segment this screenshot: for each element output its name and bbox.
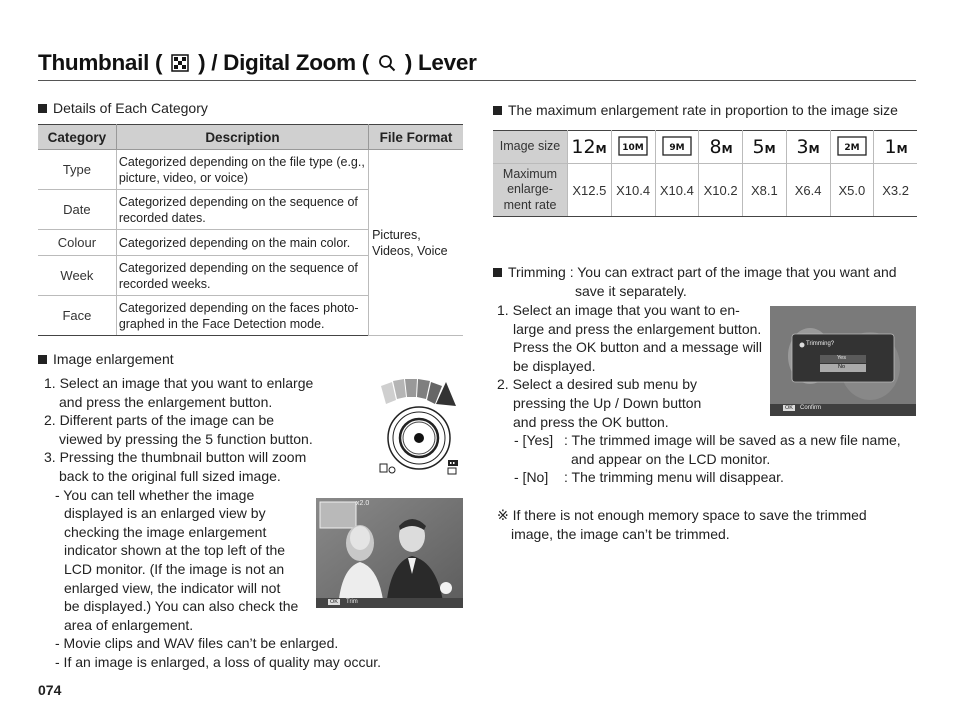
trimming-intro: Trimming : You can extract part of the image that you want and save it separately. xyxy=(493,263,897,300)
bullet-square-icon xyxy=(38,104,47,113)
rate-cell: X10.4 xyxy=(655,164,699,217)
size-8m-icon xyxy=(699,131,743,164)
category-name: Week xyxy=(38,256,116,296)
rate-cell: X3.2 xyxy=(874,164,917,217)
svg-text:12M: 12M xyxy=(571,135,607,157)
category-description: Categorized depending on the sequence of recorded weeks. xyxy=(116,256,368,296)
memory-note: ※ If there is not enough memory space to save the trimmed image, the image can’t be trimmed. xyxy=(497,507,867,542)
bullet-square-icon xyxy=(493,268,502,277)
svg-text:9M: 9M xyxy=(669,142,685,153)
note-line: area of enlargement. xyxy=(64,616,194,633)
ok-key-badge: OK xyxy=(785,405,793,411)
note-line: enlarged view, the indicator will not xyxy=(64,579,281,596)
dialog-yes-option[interactable]: Yes xyxy=(837,355,846,361)
step-line: and press the enlargement button. xyxy=(59,393,273,410)
category-name: Colour xyxy=(38,230,116,256)
page-number: 074 xyxy=(38,682,62,698)
title-divider xyxy=(38,80,916,81)
trim-label: Trim xyxy=(346,599,358,605)
step-line: 1. Select an image that you want to enlarge xyxy=(44,375,314,391)
note-line: displayed is an enlarged view by xyxy=(64,505,266,522)
rate-cell: X12.5 xyxy=(568,164,612,217)
step-line: 1. Select an image that you want to en- xyxy=(497,302,740,318)
category-name: Face xyxy=(38,296,116,336)
category-description: Categorized depending on the file type (e.g., picture, video, or voice) xyxy=(116,150,368,190)
trimming-question: Trimming? xyxy=(806,341,835,347)
no-option-note: - [No] : The trimming menu will disappear. xyxy=(514,469,784,485)
size-10m-icon xyxy=(611,131,655,164)
step-line: 3. Pressing the thumbnail button will zoom xyxy=(44,449,307,466)
svg-text:3M: 3M xyxy=(796,135,820,157)
size-5m-icon xyxy=(743,131,787,164)
header-category: Category xyxy=(38,125,116,150)
page-title xyxy=(38,50,477,78)
size-1m-icon xyxy=(874,131,917,164)
category-description: Categorized depending on the faces photo-graphed in the Face Detection mode. xyxy=(116,296,368,336)
rate-cell: X10.4 xyxy=(611,164,655,217)
title-suffix: ) Lever xyxy=(404,50,477,75)
step-line: pressing the Up / Down button xyxy=(513,394,702,411)
note-line: checking the image enlargement xyxy=(64,523,267,540)
step-line: and press the OK button. xyxy=(513,413,669,430)
size-2m-icon xyxy=(830,131,874,164)
svg-text:1M: 1M xyxy=(884,135,908,157)
category-description: Categorized depending on the main color. xyxy=(116,230,368,256)
svg-text:2M: 2M xyxy=(844,142,860,153)
step-line: large and press the enlargement button. xyxy=(513,320,762,337)
step-line: be displayed. xyxy=(513,357,596,374)
yes-option-note: - [Yes] : The trimmed image will be saved as a new file name, xyxy=(514,432,901,448)
image-size-label: Image size xyxy=(493,131,568,164)
note-line: - If an image is enlarged, a loss of quality may occur. xyxy=(55,653,382,670)
trim-steps xyxy=(497,301,762,431)
title-middle: ) / Digital Zoom ( xyxy=(198,50,369,75)
max-enlarge-heading: The maximum enlargement rate in proportion to the image size xyxy=(493,101,898,120)
title-prefix: Thumbnail ( xyxy=(38,50,163,75)
size-12m-icon xyxy=(568,131,612,164)
details-heading: Details of Each Category xyxy=(38,99,208,118)
zoom-indicator: x2.0 xyxy=(356,500,370,507)
svg-text:8M: 8M xyxy=(709,135,733,157)
size-3m-icon xyxy=(786,131,830,164)
bullet-square-icon xyxy=(493,106,502,115)
size-9m-icon xyxy=(655,131,699,164)
rate-cell: X5.0 xyxy=(830,164,874,217)
bullet-square-icon xyxy=(38,355,47,364)
rate-cell: X8.1 xyxy=(743,164,787,217)
dialog-no-option[interactable]: No xyxy=(838,364,846,370)
ok-key-badge: OK xyxy=(330,599,338,605)
category-table xyxy=(38,124,463,336)
confirm-label: Confirm xyxy=(800,405,822,411)
svg-text:5M: 5M xyxy=(752,135,776,157)
lcd-enlarged-preview xyxy=(316,498,463,608)
category-description: Categorized depending on the sequence of recorded dates. xyxy=(116,190,368,230)
note-line: - You can tell whether the image xyxy=(55,486,255,503)
file-format-cell: Pictures, Videos, Voice xyxy=(369,150,463,336)
lcd-trimming-dialog xyxy=(770,306,916,416)
note-line: be displayed.) You can also check the xyxy=(64,598,299,615)
enlargement-rate-table xyxy=(493,130,917,217)
step-line: viewed by pressing the 5 function button. xyxy=(59,430,313,447)
zoom-icon xyxy=(378,52,396,78)
category-name: Date xyxy=(38,190,116,230)
step-line: 2. Different parts of the image can be xyxy=(44,412,275,429)
camera-zoom-dial-illustration xyxy=(372,376,464,476)
step-line: Press the OK button and a message will xyxy=(513,339,763,356)
yes-option-note-cont: and appear on the LCD monitor. xyxy=(571,450,771,467)
rate-cell: X10.2 xyxy=(699,164,743,217)
rate-cell: X6.4 xyxy=(786,164,830,217)
svg-text:10M: 10M xyxy=(622,142,644,153)
note-line: - Movie clips and WAV files can’t be enlarged. xyxy=(55,635,339,652)
enlarge-heading: Image enlargement xyxy=(38,350,174,369)
table-row xyxy=(38,150,463,190)
note-line: indicator shown at the top left of the xyxy=(64,542,286,559)
step-line: 2. Select a desired sub menu by xyxy=(497,376,698,393)
header-file-format: File Format xyxy=(369,125,463,150)
category-name: Type xyxy=(38,150,116,190)
note-line: LCD monitor. (If the image is not an xyxy=(64,560,285,577)
header-description: Description xyxy=(116,125,368,150)
thumbnail-icon xyxy=(171,52,189,78)
max-rate-label: Maximum enlarge-ment rate xyxy=(493,164,568,217)
step-line: back to the original full sized image. xyxy=(59,467,281,484)
